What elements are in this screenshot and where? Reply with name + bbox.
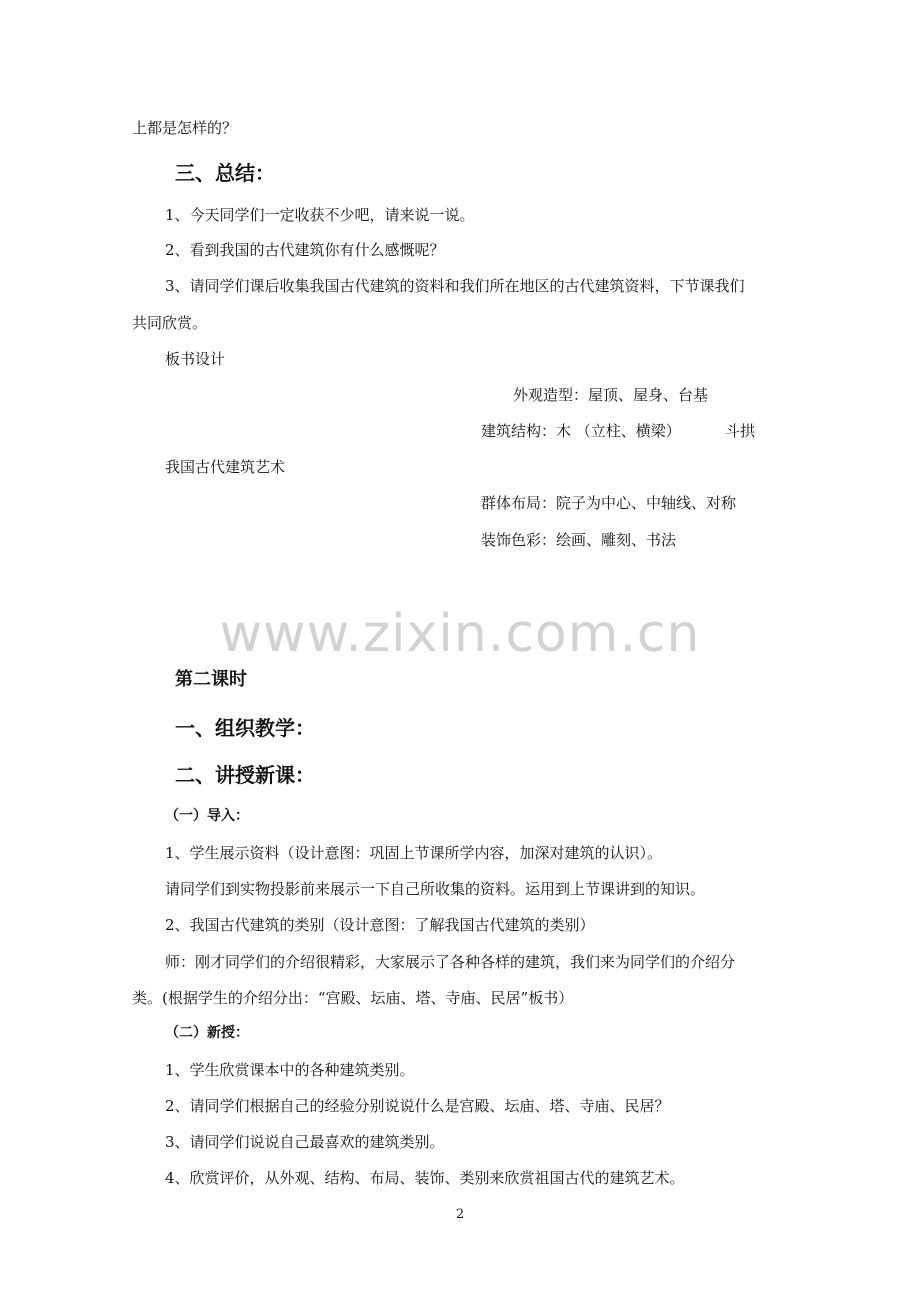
board-row-structure-extra: 斗拱: [725, 422, 756, 440]
new-line-4: 4、欣赏评价，从外观、结构、布局、装饰、类别来欣赏祖国古代的建筑艺术。: [165, 1169, 685, 1187]
summary-item-3-cont: 共同欣赏。: [132, 314, 208, 332]
new-line-3: 3、请同学们说说自己最喜欢的建筑类别。: [165, 1133, 445, 1151]
intro-line-5: 类。(根据学生的介绍分出：“宫殿、坛庙、塔、寺庙、民居”板书）: [132, 989, 574, 1007]
board-row-layout: 群体布局：院子为中心、中轴线、对称: [481, 494, 737, 512]
intro-line-1: 1、学生展示资料（设计意图：巩固上节课所学内容，加深对建筑的认识）。: [165, 844, 663, 862]
summary-item-1: 1、今天同学们一定收获不少吧，请来说一说。: [165, 206, 475, 224]
lesson2-title: 第二课时: [175, 669, 247, 690]
board-row-decoration: 装饰色彩：绘画、雕刻、书法: [481, 531, 677, 549]
board-row-structure: 建筑结构：木 （立柱、横梁）: [481, 422, 681, 440]
lesson2-heading-teach: 二、讲授新课：: [175, 763, 315, 787]
intro-line-3: 2、我国古代建筑的类别（设计意图：了解我国古代建筑的类别）: [165, 916, 595, 934]
board-label: 板书设计: [165, 350, 226, 368]
page-number: 2: [455, 1207, 465, 1222]
new-line-2: 2、请同学们根据自己的经验分别说说什么是宫殿、坛庙、塔、寺庙、民居？: [165, 1097, 670, 1115]
summary-item-2: 2、看到我国的古代建筑你有什么感慨呢？: [165, 241, 445, 259]
summary-heading: 三、总结：: [175, 161, 275, 185]
intro-line-2: 请同学们到实物投影前来展示一下自己所收集的资料。运用到上节课讲到的知识。: [165, 880, 706, 898]
lesson2-sub-intro: （一）导入：: [165, 808, 249, 824]
continuation-text: 上都是怎样的？: [132, 119, 238, 137]
watermark: www.zixin.com.cn: [219, 604, 701, 664]
intro-line-4: 师：刚才同学们的介绍很精彩，大家展示了各种各样的建筑，我们来为同学们的介绍分: [165, 953, 736, 971]
board-title: 我国古代建筑艺术: [165, 458, 286, 476]
lesson2-sub-new: （二）新授：: [165, 1025, 249, 1041]
lesson2-heading-organize: 一、组织教学：: [175, 716, 315, 740]
new-line-1: 1、学生欣赏课本中的各种建筑类别。: [165, 1061, 415, 1079]
board-row-appearance: 外观造型：屋顶、屋身、台基: [513, 386, 709, 404]
summary-item-3: 3、请同学们课后收集我国古代建筑的资料和我们所在地区的古代建筑资料，下节课我们: [165, 277, 745, 295]
